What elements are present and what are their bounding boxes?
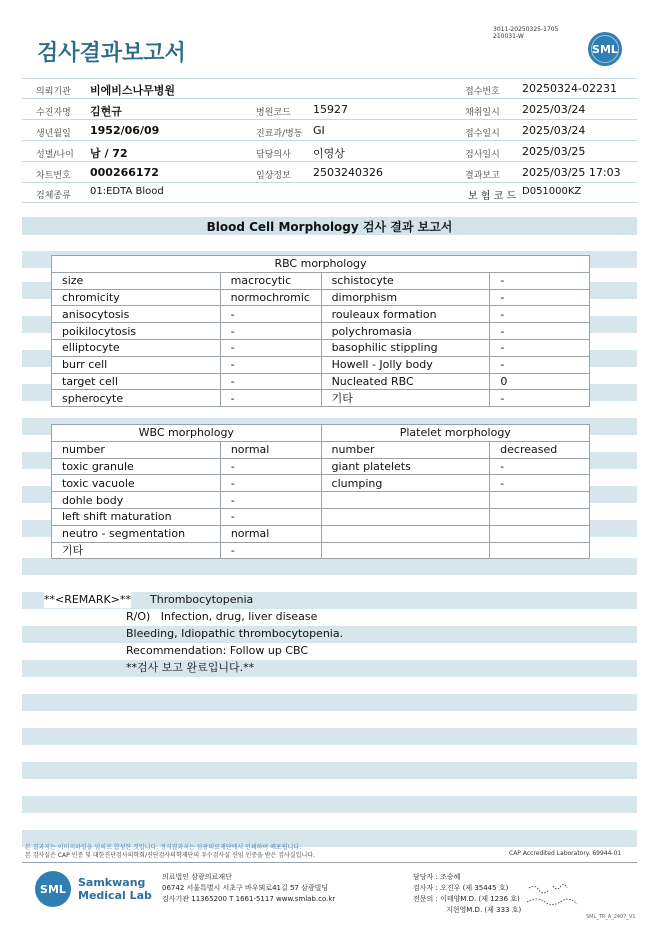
receipt-no-value: 20250324-02231 — [522, 82, 617, 95]
birth-label: 생년월일 — [36, 129, 71, 139]
wbc-item: toxic vacuole — [52, 475, 221, 492]
dept-label: 진료과/병동 — [256, 129, 303, 139]
rbc-item: anisocytosis — [52, 306, 221, 323]
rbc-item: poikilocytosis — [52, 323, 221, 340]
staff-specialist1: 전문의 : 이태양M.D. (제 1236 호) — [413, 895, 520, 903]
platelet-item: clumping — [321, 475, 490, 492]
staff-block — [413, 872, 521, 916]
rbc-item: chromicity — [52, 289, 221, 306]
rbc-result: - — [490, 323, 590, 340]
platelet-result: decreased — [490, 441, 590, 458]
collect-date-label: 채취일시 — [465, 108, 500, 118]
clinical-value: 2503240326 — [313, 166, 383, 179]
doctor-label: 담당의사 — [256, 150, 291, 160]
divider — [22, 140, 637, 141]
brand-line2: Medical Lab — [78, 889, 152, 902]
rbc-result: - — [490, 356, 590, 373]
table-row — [52, 542, 590, 559]
sml-logo: SML — [588, 32, 622, 66]
rbc-result: - — [490, 390, 590, 407]
wbc-item: number — [52, 441, 221, 458]
rbc-item: burr cell — [52, 356, 221, 373]
report-title: Blood Cell Morphology 검사 결과 보고서 — [206, 219, 453, 234]
divider — [22, 119, 637, 120]
chart-label: 차트번호 — [36, 171, 71, 181]
rbc-result: normochromic — [220, 289, 321, 306]
platelet-item — [321, 508, 490, 525]
insurance-label: 보 험 코 드 — [468, 191, 517, 202]
insurance-value: D051000KZ — [522, 186, 582, 197]
wbc-item: 기타 — [52, 542, 221, 559]
report-code-line1: 3011-20250325-1705 — [493, 26, 559, 33]
test-date-value: 2025/03/25 — [522, 145, 586, 158]
table-row — [52, 492, 590, 509]
platelet-result — [490, 542, 590, 559]
wbc-result: - — [220, 475, 321, 492]
table-row — [52, 390, 590, 407]
rbc-result: - — [220, 373, 321, 390]
hospital-code-value: 15927 — [313, 103, 348, 116]
notice-copy: 본 결과지는 이미지파일을 임의로 합성한 것입니다. 정식결과지는 삼광의료재단에서 인쇄하여 배포됩니다. — [25, 844, 302, 851]
wbc-result: - — [220, 542, 321, 559]
wbc-result: - — [220, 492, 321, 509]
divider — [22, 182, 637, 183]
rbc-result: - — [220, 339, 321, 356]
brand-line1: Samkwang — [78, 876, 146, 889]
wbc-result: - — [220, 458, 321, 475]
remark-line2: R/O) Infection, drug, liver disease — [126, 610, 318, 623]
table-row — [52, 441, 590, 458]
table-row — [52, 339, 590, 356]
rbc-item: size — [52, 272, 221, 289]
test-date-label: 검사일시 — [465, 150, 500, 160]
patient-value: 김현규 — [90, 105, 122, 118]
divider — [22, 161, 637, 162]
wbc-item: dohle body — [52, 492, 221, 509]
rbc-result: - — [490, 272, 590, 289]
platelet-result — [490, 508, 590, 525]
table-row — [52, 289, 590, 306]
stripe — [22, 558, 637, 575]
table-row — [52, 458, 590, 475]
collect-date-value: 2025/03/24 — [522, 103, 586, 116]
rbc-table-header: RBC morphology — [52, 256, 590, 273]
stripe — [22, 762, 637, 779]
rbc-item: dimorphism — [321, 289, 490, 306]
sex-age-label: 성별/나이 — [36, 150, 74, 160]
remark-line5: **검사 보고 완료입니다.** — [126, 661, 255, 674]
stripe — [22, 796, 637, 813]
platelet-item — [321, 542, 490, 559]
clinical-label: 임상정보 — [256, 171, 291, 181]
page-title: 검사결과보고서 — [37, 41, 186, 66]
platelet-result: - — [490, 458, 590, 475]
dept-value: GI — [313, 124, 325, 137]
rbc-item: schistocyte — [321, 272, 490, 289]
stripe — [22, 660, 637, 677]
rbc-result: - — [490, 339, 590, 356]
staff-tester: 검사자 : 오진우 (제 35445 호) — [413, 884, 509, 892]
divider — [22, 98, 637, 99]
report-date-label: 결과보고 — [465, 171, 500, 181]
form-code: SML_TR_A_2407_V1 — [586, 914, 636, 920]
hospital-value: 비에비스나무병원 — [90, 84, 176, 97]
wbc-item: left shift maturation — [52, 508, 221, 525]
platelet-item: giant platelets — [321, 458, 490, 475]
wbc-table-header: WBC morphology — [52, 425, 322, 442]
specimen-value: 01:EDTA Blood — [90, 186, 164, 197]
rbc-result: 0 — [490, 373, 590, 390]
table-row — [52, 525, 590, 542]
remark-label: **<REMARK>** — [44, 593, 131, 606]
hospital-code-label: 병원코드 — [256, 108, 291, 118]
divider — [22, 862, 637, 863]
sml-footer-logo: SML — [35, 871, 71, 907]
rbc-result: - — [490, 306, 590, 323]
table-row — [52, 373, 590, 390]
divider — [22, 202, 637, 203]
rbc-result: - — [220, 390, 321, 407]
wbc-result: - — [220, 508, 321, 525]
platelet-result — [490, 525, 590, 542]
wbc-result: normal — [220, 525, 321, 542]
hospital-label: 의뢰기관 — [36, 87, 71, 97]
rbc-item: 기타 — [321, 390, 490, 407]
staff-manager: 담당자 : 조승혜 — [413, 873, 461, 881]
platelet-result: - — [490, 475, 590, 492]
platelet-table-header: Platelet morphology — [321, 425, 589, 442]
report-date-value: 2025/03/25 17:03 — [522, 166, 621, 179]
rbc-item: target cell — [52, 373, 221, 390]
receipt-date-label: 접수일시 — [465, 129, 500, 139]
rbc-item: Nucleated RBC — [321, 373, 490, 390]
table-row — [52, 356, 590, 373]
staff-specialist2: 지현영M.D. (제 333 호) — [446, 906, 522, 914]
address-block — [162, 872, 335, 905]
chart-value: 000266172 — [90, 166, 159, 179]
report-title-bar — [22, 217, 637, 235]
specimen-label: 검체종류 — [36, 191, 71, 201]
table-row — [52, 508, 590, 525]
divider — [22, 78, 637, 79]
remark-line3: Bleeding, Idiopathic thrombocytopenia. — [126, 627, 344, 640]
birth-value: 1952/06/09 — [90, 124, 160, 137]
stripe — [22, 728, 637, 745]
rbc-item: polychromasia — [321, 323, 490, 340]
rbc-item: Howell - Jolly body — [321, 356, 490, 373]
org-name: 의료법인 삼광의료재단 — [162, 873, 232, 881]
sex-age-value: 남 / 72 — [90, 147, 128, 160]
receipt-no-label: 접수번호 — [465, 87, 500, 97]
wbc-item: toxic granule — [52, 458, 221, 475]
contact: 검사기관 11365200 T 1661-5117 www.smlab.co.kr — [162, 895, 336, 903]
stripe — [22, 694, 637, 711]
rbc-result: macrocytic — [220, 272, 321, 289]
address: 06742 서울특별시 서초구 바우뫼로41길 57 삼광빌딩 — [162, 884, 329, 892]
rbc-result: - — [490, 289, 590, 306]
rbc-result: - — [220, 323, 321, 340]
signature-image — [525, 880, 585, 912]
table-row — [52, 323, 590, 340]
rbc-item: spherocyte — [52, 390, 221, 407]
rbc-item: rouleaux formation — [321, 306, 490, 323]
platelet-item: number — [321, 441, 490, 458]
table-row — [52, 475, 590, 492]
rbc-item: basophilic stippling — [321, 339, 490, 356]
table-row — [52, 306, 590, 323]
cap-accreditation: CAP Accredited Laboratory. 69944-01 — [509, 850, 622, 857]
remark-line1: Thrombocytopenia — [150, 593, 254, 606]
platelet-item — [321, 525, 490, 542]
table-row — [52, 272, 590, 289]
wbc-platelet-morphology-table — [51, 424, 590, 559]
rbc-result: - — [220, 306, 321, 323]
platelet-result — [490, 492, 590, 509]
remark-line4: Recommendation: Follow up CBC — [126, 644, 309, 657]
receipt-date-value: 2025/03/24 — [522, 124, 586, 137]
wbc-item: neutro - segmentation — [52, 525, 221, 542]
report-code-line2: 210031-W — [493, 33, 524, 40]
platelet-item — [321, 492, 490, 509]
rbc-morphology-table — [51, 255, 590, 407]
report-code — [493, 26, 558, 40]
patient-label: 수진자명 — [36, 108, 71, 118]
wbc-result: normal — [220, 441, 321, 458]
rbc-item: elliptocyte — [52, 339, 221, 356]
rbc-result: - — [220, 356, 321, 373]
notice-certification: 본 검사실은 CAP 인증 및 대한진단검사의학회/진단검사의학재단의 우수검사실 신임 인증을 받은 검사실입니다. — [25, 852, 315, 859]
doctor-value: 이영상 — [313, 147, 345, 160]
brand-name — [78, 876, 152, 902]
